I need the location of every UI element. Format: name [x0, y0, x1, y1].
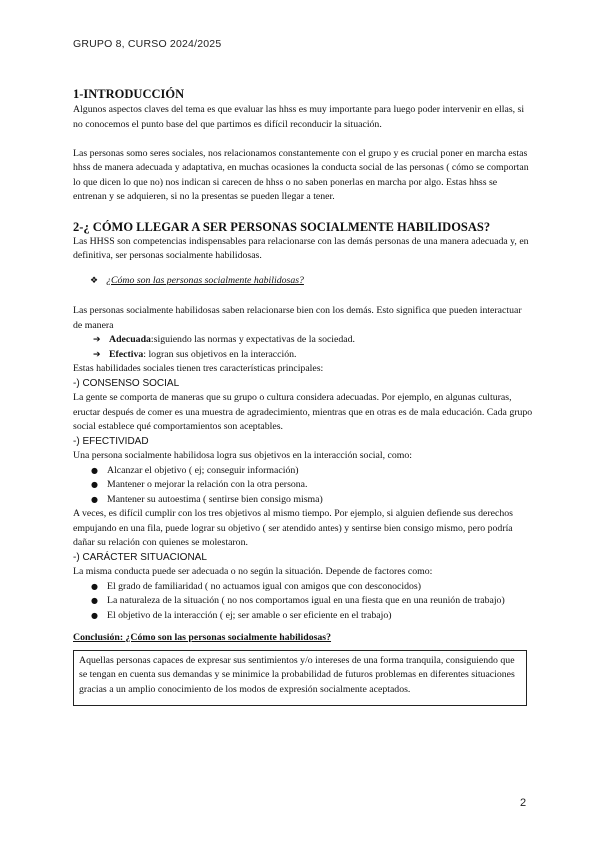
arrow-right-icon: ➔ [93, 349, 101, 360]
list-item: ● Mantener o mejorar la relación con la otra persona. [73, 478, 533, 493]
page-content [73, 86, 533, 706]
page-header: GRUPO 8, CURSO 2024/2025 [73, 38, 222, 50]
relate-paragraph: Las personas socialmente habilidosas saben relacionarse bien con los demás. Esto significa que pueden interactuar de manera [73, 305, 522, 331]
conclusion-text: Aquellas personas capaces de expresar sus sentimientos y/o intereses de una forma tranquila, consiguiendo que se tengan en cuenta sus demandas y se minimice la probabilidad de futuros problemas en diferentes situaciones gracias a un amplio conocimiento de los modos de expresión socialmente aceptados. [79, 654, 515, 695]
section-1-title: 1-INTRODUCCIÓN [73, 87, 185, 101]
list-item: ● Mantener su autoestima ( sentirse bien consigo misma) [73, 493, 533, 508]
intro-paragraph-1: Algunos aspectos claves del tema es que evaluar las hhss es muy importante para luego poder intervenir en ellas, si no conocemos el punto base del que partimos es difícil reconducir la situación. [73, 104, 525, 130]
subtitle-text: ¿Cómo son las personas socialmente habilidosas? [106, 274, 304, 286]
arrow-item-text: siguiendo las normas y expectativas de la sociedad. [153, 334, 355, 345]
bullet-icon: ● [91, 610, 98, 620]
intro-paragraph-2: Las personas somo seres sociales, nos relacionamos constantemente con el grupo y es crucial poner en marcha estas hhss de manera adecuada y adaptativa, en muchas ocasiones la conducta social de las personas ( cómo se comportan lo que dicen lo que no) nos indican si carecen de hhss o no saben ponerlas en marcha por algo. Estas hhss se entrenan y se adquieren, si no la presentas se pueden llegar a tener. [73, 147, 529, 202]
arrow-item-adecuada: ➔ Adecuada:siguiendo las normas y expectativas de la sociedad. [73, 333, 533, 348]
efectividad-text: Una persona socialmente habilidosa logra sus objetivos en la interacción social, como: [73, 450, 412, 461]
arrow-item-term: Efectiva [109, 348, 144, 360]
bullet-icon: ● [91, 581, 98, 591]
list-item: ● El objetivo de la interacción ( ej; ser amable o ser eficiente en el trabajo) [73, 609, 533, 624]
efectividad-after: A veces, es difícil cumplir con los tres objetivos al mismo tiempo. Por ejemplo, si alguien defiende sus derechos empujando en una fila, puede lograr su objetivo ( ser atendido antes) y sentirse bien consigo mismo, pero podría dañar su relación con quienes se molestaron. [73, 508, 513, 548]
conclusion-title: Conclusión: ¿Cómo son las personas socialmente habilidosas? [73, 632, 332, 643]
situacional-list [73, 580, 533, 624]
situacional-heading: -) CARÁCTER SITUACIONAL [73, 551, 207, 563]
arrow-item-text: logran sus objetivos en la interacción. [146, 348, 297, 360]
consenso-heading: -) CONSENSO SOCIAL [73, 377, 180, 389]
list-item: ● La naturaleza de la situación ( no nos comportamos igual en una fiesta que en una reunión de trabajo) [73, 594, 533, 609]
bullet-icon: ● [91, 480, 98, 489]
efectividad-list [73, 464, 533, 508]
section-2-title: 2-¿ CÓMO LLEGAR A SER PERSONAS SOCIALMENTE HABILIDOSAS? [73, 219, 491, 234]
consenso-text: La gente se comporta de maneras que su grupo o cultura considera adecuadas. Por ejemplo, en algunas culturas, eructar después de comer es una muestra de agradecimiento, mientras que en otras es de mala educación. Cada grupo social establece qué comportamientos son aceptables. [73, 392, 533, 432]
bullet-icon: ● [91, 494, 98, 504]
situacional-text: La misma conducta puede ser adecuada o no según la situación. Depende de factores como: [73, 566, 433, 577]
characteristics-intro: Estas habilidades sociales tienen tres características principales: [73, 363, 324, 374]
bullet-icon: ● [91, 465, 98, 475]
arrow-right-icon: ➔ [93, 335, 101, 345]
section-2-intro: Las HHSS son competencias indispensables para relacionarse con las demás personas de una manera adecuada y, en definitiva, ser personas socialmente habilidosas. [73, 235, 529, 261]
list-item: ● Alcanzar el objetivo ( ej; conseguir información) [73, 464, 533, 479]
list-item: ● El grado de familiaridad ( no actuamos igual con amigos que con desconocidos) [73, 580, 533, 595]
bullet-icon: ● [91, 596, 98, 605]
arrow-item-term: Adecuada [109, 334, 151, 345]
efectividad-heading: -) EFECTIVIDAD [73, 435, 149, 447]
subtitle [90, 274, 533, 289]
diamond-bullet-icon: ❖ [90, 275, 99, 286]
page-number: 2 [520, 797, 527, 809]
arrow-item-efectiva: ➔ Efectiva: logran sus objetivos en la interacción. [73, 348, 533, 363]
conclusion-box [73, 650, 527, 707]
